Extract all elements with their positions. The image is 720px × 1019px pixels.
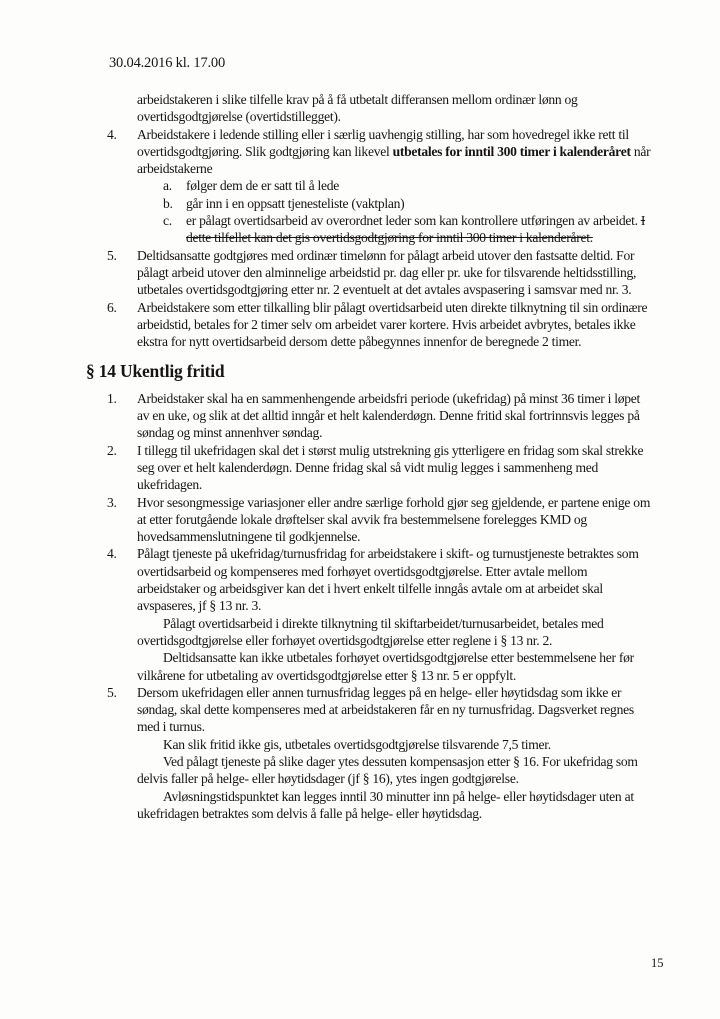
list-item-5 bbox=[86, 684, 651, 822]
text-run: er pålagt overtidsarbeid av overordnet leder som kan kontrollere utføringen av arbeidet. bbox=[186, 213, 641, 229]
item-letter: c. bbox=[163, 213, 172, 229]
document-body bbox=[86, 91, 651, 822]
item-paragraph-indented: Ved pålagt tjeneste på slike dager ytes dessuten kompensasjon etter § 16. For ukefridag som delvis faller på helge- eller høytidsdager (jf § 16), ytes ingen godtgjørelse. bbox=[137, 753, 638, 787]
item-letter: a. bbox=[163, 178, 172, 194]
item-text bbox=[137, 684, 651, 822]
section-14-heading: § 14 Ukentlig fritid bbox=[86, 361, 225, 382]
item-text bbox=[137, 126, 651, 247]
item-text: I tillegg til ukefridagen skal det i størst mulig utstrekning gis ytterligere en fridag som skal strekke seg over et helt kalenderdøgn. Denne fridag skal så vidt mulig legges i sammenheng med ukefridagen. bbox=[137, 442, 644, 493]
item-text: følger dem de er satt til å lede bbox=[186, 178, 339, 194]
list-item-1 bbox=[86, 390, 651, 442]
item-text: går inn i en oppsatt tjenesteliste (vaktplan) bbox=[186, 195, 405, 211]
list-item-5 bbox=[86, 247, 651, 299]
item-paragraph: Dersom ukefridagen eller annen turnusfridag legges på en helge- eller høytidsdag som ikke er søndag, skal dette kompenseres med at arbeidstakeren får en ny turnusfridag. Dagsverket regnes med i turnus. bbox=[137, 684, 634, 735]
text-run: Arbeidstakere i ledende stilling eller i særlig uavhengig stilling, har som hovedregel ikke rett til overtidsgodtgjøring. Slik godtgjøring kan likevel bbox=[137, 126, 629, 159]
item-paragraph-indented: Kan slik fritid ikke gis, utbetales overtidsgodtgjørelse tilsvarende 7,5 timer. bbox=[163, 736, 551, 752]
header-date: 30.04.2016 kl. 17.00 bbox=[109, 55, 226, 71]
list-item-3 bbox=[86, 494, 651, 546]
item-paragraph-indented: Deltidsansatte kan ikke utbetales forhøyet overtidsgodtgjørelse etter bestemmelsene her før vilkårene for utbetaling av overtidsgodtgjørelse etter § 13 nr. 5 er oppfylt. bbox=[137, 650, 634, 683]
bold-text-run: utbetales for inntil 300 timer i kalenderåret bbox=[392, 143, 631, 159]
lettered-sublist bbox=[137, 177, 651, 246]
item-text: Hvor sesongmessige variasjoner eller andre særlige forhold gjør seg gjeldende, er partene enige om at etter forutgående lokale drøftelser skal avvik fra bestemmelsene forelegges KMD og hovedsammenslutningene til godkjennelse. bbox=[137, 494, 651, 545]
item-paragraph-indented: Avløsningstidspunktet kan legges inntil 30 minutter inn på helge- eller høytidsdager uten at ukefridagen betraktes som delvis å falle på helge- eller høytidsdag. bbox=[137, 788, 634, 821]
item-text bbox=[186, 212, 651, 247]
paragraph-continuation: arbeidstakeren i slike tilfelle krav på å få utbetalt differansen mellom ordinær lønn og overtidsgodtgjørelse (overtidstillegget). bbox=[137, 92, 578, 125]
item-number: 1. bbox=[107, 390, 117, 406]
item-number: 4. bbox=[107, 126, 117, 142]
struck-through-text: I dette tilfellet kan det gis overtidsgodtgjøring for inntil 300 timer i kalenderåret. bbox=[186, 213, 646, 246]
item-number: 2. bbox=[107, 442, 117, 458]
list-item-4 bbox=[86, 545, 651, 683]
item-text: Arbeidstaker skal ha en sammenhengende arbeidsfri periode (ukefridag) på minst 36 timer i løpet av en uke, og slik at det alltid inngår et helt kalenderdøgn. Denne fritid skal fortrinnsvis legges på søndag og minst annenhver søndag. bbox=[137, 390, 640, 441]
list-item-4 bbox=[86, 126, 651, 247]
item-text bbox=[137, 545, 651, 683]
item-paragraph-indented: Pålagt overtidsarbeid i direkte tilknytning til skiftarbeidet/turnusarbeidet, betales med overtidsgodtgjørelse eller forhøyet overtidsgodtgjørelse etter reglene i § 13 nr. 2. bbox=[137, 615, 604, 648]
item-number: 3. bbox=[107, 494, 117, 510]
list-item-6 bbox=[86, 299, 651, 351]
section-13-overtime bbox=[86, 91, 651, 350]
numbered-list-s13 bbox=[86, 126, 651, 351]
item-letter: b. bbox=[163, 195, 173, 211]
text-run: når arbeidstakerne bbox=[137, 143, 651, 177]
page-number: 15 bbox=[651, 956, 664, 970]
sub-item-b bbox=[137, 195, 651, 212]
item-number: 4. bbox=[107, 546, 117, 562]
sub-item-c bbox=[137, 212, 651, 247]
section-14-weekly-rest bbox=[86, 390, 651, 822]
list-item-2 bbox=[86, 442, 651, 494]
item-text: Deltidsansatte godtgjøres med ordinær timelønn for pålagt arbeid utover den fastsatte deltid. For pålagt arbeid utover den alminnelige arbeidstid pr. dag eller pr. uke for tilsvarende heltidsstilling, utbetales overtidsgodtgjøring etter nr. 2 eventuelt at det avtales avspasering i samsvar med nr. 3. bbox=[137, 247, 637, 298]
item-text: Arbeidstakere som etter tilkalling blir pålagt overtidsarbeid uten direkte tilknytning til sin ordinære arbeidstid, betales for 2 timer selv om arbeidet varer kortere. Hvis arbeidet avbrytes, betales ikke ekstra for nytt overtidsarbeid dersom dette påbegynnes innenfor de beregnede 2 timer. bbox=[137, 299, 648, 350]
item-paragraph: Pålagt tjeneste på ukefridag/turnusfridag for arbeidstakere i skift- og turnustjeneste betraktes som overtidsarbeid og kompenseres med forhøyet overtidsgodtgjørelse. Etter avtale mellom arbeidstaker og arbeidsgiver kan det i hvert enkelt tilfelle inngås avtale om at arbeidet skal avspaseres, jf § 13 nr. 3. bbox=[137, 546, 639, 614]
item-number: 6. bbox=[107, 299, 117, 315]
sub-item-a bbox=[137, 177, 651, 194]
item-number: 5. bbox=[107, 684, 117, 700]
numbered-list-s14 bbox=[86, 390, 651, 822]
item-number: 5. bbox=[107, 247, 117, 263]
